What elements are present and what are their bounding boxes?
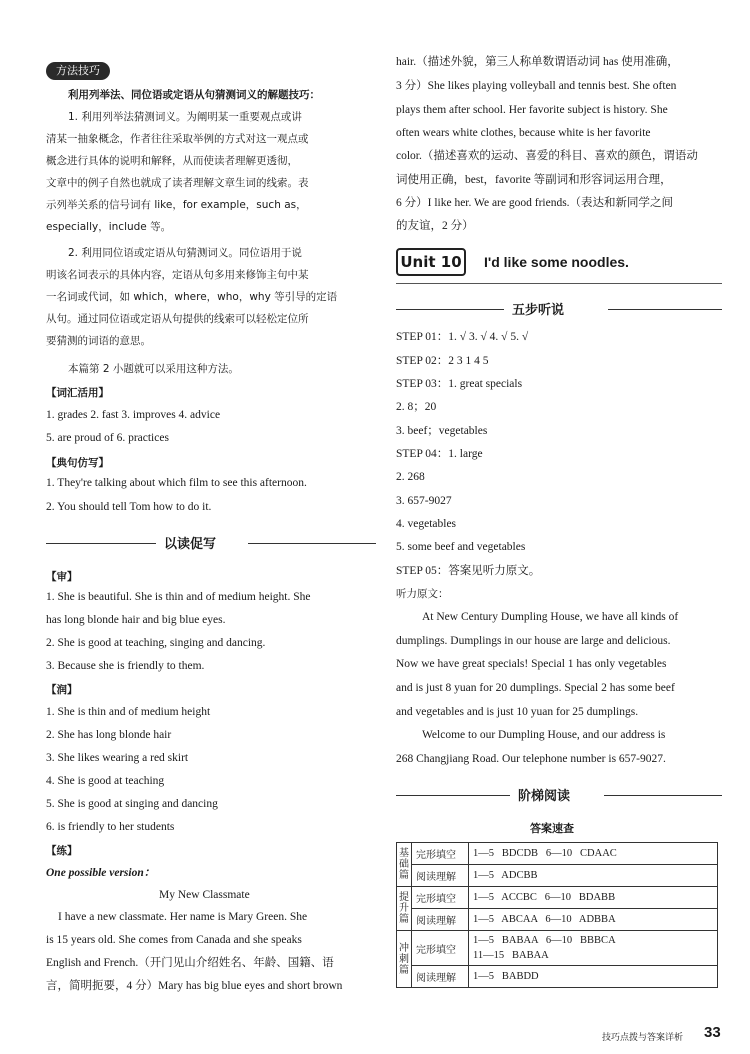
- table-row: [397, 931, 718, 966]
- run-answer: 1. She is thin and of medium height: [46, 706, 211, 718]
- table-row: [397, 909, 718, 931]
- version-label: One possible version：: [46, 867, 156, 879]
- listen-text-line: Now we have great specials! Special 1 has only vegetables: [396, 658, 667, 670]
- run-answer: 2. She has long blonde hair: [46, 729, 172, 741]
- run-answer: 6. is friendly to her students: [46, 821, 175, 833]
- divider-line: [396, 795, 510, 796]
- step-line: STEP 02：2 3 1 4 5: [396, 355, 489, 367]
- divider-line: [248, 543, 376, 544]
- listen-text-line: dumplings. Dumplings in our house are large and delicious.: [396, 635, 671, 647]
- table-row: [397, 887, 718, 909]
- category-cell: 基础篇: [397, 843, 412, 887]
- answer-cell: 1—5 BABDD: [469, 966, 718, 988]
- answer-cell: 1—5 BDCDB 6—10 CDAAC: [469, 843, 718, 865]
- unit-badge: Unit 10: [396, 248, 466, 276]
- essay-continued: 3 分）She likes playing volleyball and tennis best. She often: [396, 80, 677, 92]
- run-heading: 【润】: [46, 684, 78, 696]
- footer-text: 技巧点拨与答案详析: [602, 1033, 684, 1043]
- imitate-answer: 1. They're talking about which film to see this afternoon.: [46, 477, 307, 489]
- listen-section-title: 五步听说: [512, 303, 565, 318]
- unit-underline: [396, 283, 722, 284]
- shen-answer: has long blonde hair and big blue eyes.: [46, 614, 226, 626]
- category-cell: 冲刺篇: [397, 931, 412, 988]
- tips-tag: 方法技巧: [46, 62, 110, 80]
- divider-line: [604, 795, 722, 796]
- answer-cell: 1—5 ABCAA 6—10 ADBBA: [469, 909, 718, 931]
- step-line: 5. some beef and vegetables: [396, 541, 526, 553]
- shen-answer: 3. Because she is friendly to them.: [46, 660, 205, 672]
- shen-answer: 2. She is good at teaching, singing and dancing.: [46, 637, 266, 649]
- step-line: 4. vegetables: [396, 518, 457, 530]
- answer-cell: 1—5 ACCBC 6—10 BDABB: [469, 887, 718, 909]
- essay-continued: color.（描述喜欢的运动、喜爱的科目、喜欢的颜色，谓语动: [396, 150, 698, 162]
- run-answer: 4. She is good at teaching: [46, 775, 165, 787]
- category-cell: 提升篇: [397, 887, 412, 931]
- step-line: STEP 03：1. great specials: [396, 378, 523, 390]
- imitate-heading: 【典句仿写】: [46, 457, 109, 469]
- answer-cell: 1—5 BABAA 6—10 BBBCA 11—15 BABAA: [469, 931, 718, 966]
- run-answer: 5. She is good at singing and dancing: [46, 798, 218, 810]
- vocab-answers-2: 5. are proud of 6. practices: [46, 432, 169, 444]
- step-line: STEP 04：1. large: [396, 448, 483, 460]
- divider-line: [396, 309, 504, 310]
- vocab-heading: 【词汇活用】: [46, 387, 109, 399]
- step-line: STEP 05：答案见听力原文。: [396, 565, 541, 577]
- lian-heading: 【练】: [46, 845, 78, 857]
- step-line: 3. 657-9027: [396, 495, 452, 507]
- step-line: 2. 8；20: [396, 401, 437, 413]
- shen-answer: 1. She is beautiful. She is thin and of medium height. She: [46, 591, 311, 603]
- type-cell: 阅读理解: [412, 909, 469, 931]
- run-answer: 3. She likes wearing a red skirt: [46, 752, 189, 764]
- page-number: 33: [704, 1024, 721, 1041]
- imitate-answer: 2. You should tell Tom how to do it.: [46, 501, 212, 513]
- type-cell: 完形填空: [412, 843, 469, 865]
- section-title: 以读促写: [164, 537, 217, 552]
- essay-line: is 15 years old. She comes from Canada and she speaks: [46, 934, 302, 946]
- listen-label: 听力原文：: [396, 588, 449, 600]
- divider-line: [608, 309, 722, 310]
- essay-line: English and French.（开门见山介绍姓名、年龄、国籍、语: [46, 957, 334, 969]
- step-line: 3. beef；vegetables: [396, 425, 488, 437]
- essay-line: I have a new classmate. Her name is Mary Green. She: [58, 911, 308, 923]
- table-row: [397, 966, 718, 988]
- table-row: [397, 865, 718, 887]
- step-line: 2. 268: [396, 471, 425, 483]
- quick-answer-title: 答案速查: [530, 822, 574, 835]
- listen-text-line: At New Century Dumpling House, we have all kinds of: [422, 611, 679, 623]
- essay-continued: 6 分）I like her. We are good friends.（表达和新同学之间: [396, 197, 674, 209]
- type-cell: 完形填空: [412, 931, 469, 966]
- essay-continued: 的友谊，2 分）: [396, 220, 474, 232]
- answer-table: [396, 842, 718, 988]
- type-cell: 阅读理解: [412, 865, 469, 887]
- tips-note: 本篇第 2 小题就可以采用这种方法。: [68, 363, 239, 375]
- type-cell: 完形填空: [412, 887, 469, 909]
- step-line: STEP 01：1. √ 3. √ 4. √ 5. √: [396, 331, 529, 343]
- answer-cell: 1—5 ADCBB: [469, 865, 718, 887]
- ladder-section-title: 阶梯阅读: [518, 789, 571, 804]
- vocab-answers-1: 1. grades 2. fast 3. improves 4. advice: [46, 409, 221, 421]
- essay-title: My New Classmate: [159, 889, 250, 901]
- shen-heading: 【审】: [46, 571, 78, 583]
- table-row: [397, 843, 718, 865]
- listen-text-line: 268 Changjiang Road. Our telephone number is 657-9027.: [396, 753, 666, 765]
- essay-continued: often wears white clothes, because white is her favorite: [396, 127, 651, 139]
- essay-continued: plays them after school. Her favorite subject is history. She: [396, 104, 668, 116]
- listen-text-line: Welcome to our Dumpling House, and our address is: [422, 729, 666, 741]
- essay-continued: hair.（描述外貌，第三人称单数谓语动词 has 使用准确，: [396, 56, 679, 68]
- essay-continued: 词使用正确，best，favorite 等副词和形容词运用合理，: [396, 174, 672, 186]
- unit-title: I'd like some noodles.: [484, 254, 629, 270]
- type-cell: 阅读理解: [412, 966, 469, 988]
- listen-text-line: and is just 8 yuan for 20 dumplings. Special 2 has some beef: [396, 682, 675, 694]
- divider-line: [46, 543, 156, 544]
- listen-text-line: and vegetables and is just 10 yuan for 25 dumplings.: [396, 706, 639, 718]
- tips-heading: 利用列举法、同位语或定语从句猜测词义的解题技巧：: [68, 89, 320, 101]
- essay-line: 言，简明扼要，4 分）Mary has big blue eyes and short brown: [46, 980, 343, 992]
